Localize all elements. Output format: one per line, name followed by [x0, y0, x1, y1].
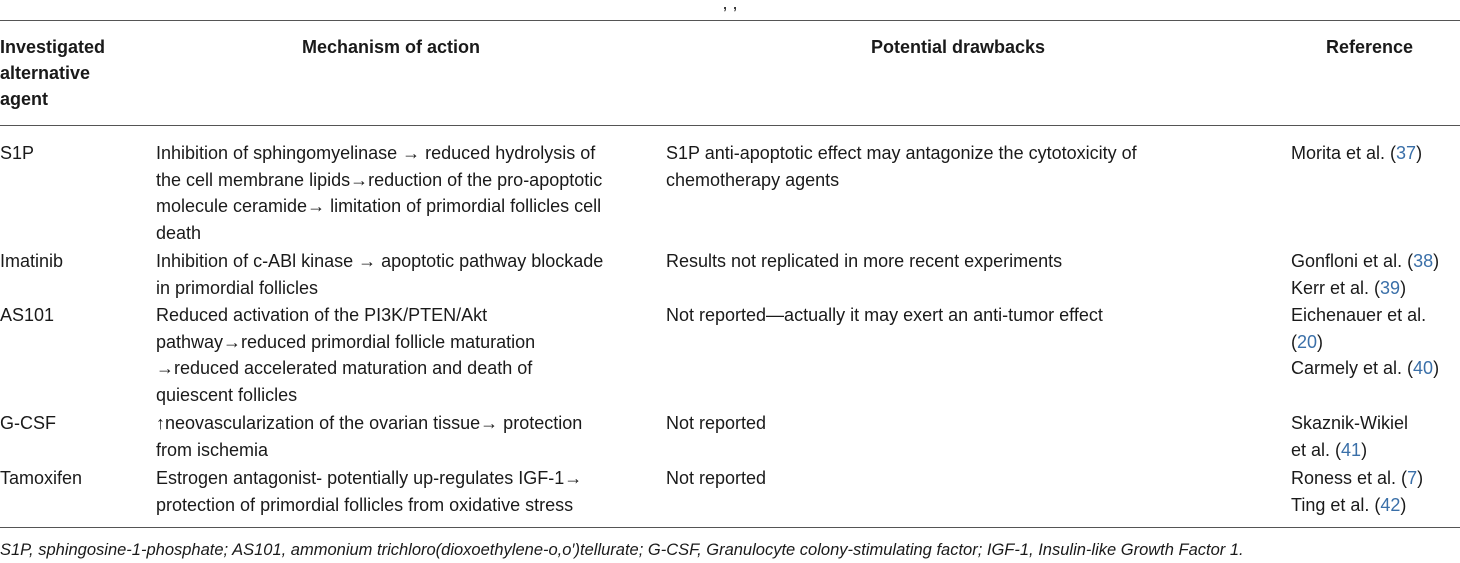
mechanism-line: protection of primordial follicles from oxidative stress	[156, 494, 574, 515]
reference-entry	[1291, 140, 1422, 167]
header-mechanism: Mechanism of action	[302, 37, 481, 57]
reference-close: )	[1433, 251, 1440, 271]
reference-link[interactable]: 20	[1297, 331, 1318, 352]
cell-agent: Imatinib	[0, 251, 64, 271]
mechanism-line: Reduced activation of the PI3K/PTEN/Akt	[156, 305, 488, 325]
reference-entry	[1291, 275, 1439, 302]
cell-agent: S1P	[0, 143, 35, 163]
cell-reference	[1291, 248, 1439, 301]
mechanism-line: death	[156, 222, 202, 243]
reference-entry	[1291, 248, 1439, 275]
reference-link[interactable]: 7	[1407, 468, 1418, 488]
header-agent-line: alternative	[0, 63, 91, 83]
reference-text: Eichenauer et al.	[1291, 305, 1427, 325]
cell-mechanism	[156, 248, 603, 301]
reference-close: )	[1361, 439, 1368, 460]
header-rule	[0, 125, 1460, 126]
mechanism-line: quiescent follicles	[156, 384, 298, 405]
reference-entry	[1291, 355, 1439, 382]
mechanism-line: Inhibition of sphingomyelinase → reduced hydrolysis of	[156, 143, 596, 163]
reference-link[interactable]: 40	[1413, 358, 1434, 378]
cell-mechanism	[156, 410, 582, 463]
reference-entry	[1291, 437, 1408, 464]
cell-mechanism	[156, 302, 535, 408]
cell-reference	[1291, 302, 1439, 382]
top-rule	[0, 20, 1460, 21]
cell-reference	[1291, 140, 1422, 167]
reference-text: Carmely et al. (	[1291, 358, 1414, 378]
reference-text: (	[1291, 331, 1297, 352]
reference-entry	[1291, 492, 1423, 519]
top-fragment: , ,	[722, 0, 738, 13]
mechanism-line: ↑neovascularization of the ovarian tissue→ protection	[156, 413, 583, 433]
mechanism-line: from ischemia	[156, 439, 269, 460]
cell-drawbacks	[666, 248, 1062, 275]
cell-drawbacks	[666, 465, 766, 492]
mechanism-line: the cell membrane lipids→reduction of the pro-apoptotic	[156, 169, 603, 190]
mechanism-line: Estrogen antagonist- potentially up-regulates IGF-1→	[156, 468, 583, 488]
reference-close: )	[1317, 331, 1324, 352]
reference-text: et al. (	[1291, 439, 1342, 460]
reference-entry	[1291, 302, 1439, 329]
cell-agent: Tamoxifen	[0, 468, 83, 488]
reference-link[interactable]: 37	[1396, 143, 1417, 163]
header-drawbacks: Potential drawbacks	[871, 37, 1046, 57]
drawbacks-line: S1P anti-apoptotic effect may antagonize the cytotoxicity of	[666, 143, 1137, 163]
reference-entry	[1291, 410, 1408, 437]
reference-entry	[1291, 465, 1423, 492]
header-agent-line: agent	[0, 89, 49, 109]
header-agent	[0, 34, 105, 112]
cell-drawbacks	[666, 410, 766, 437]
table-footnote: S1P, sphingosine-1-phosphate; AS101, ammonium trichloro(dioxoethylene-o,o′)tellurate; G-CSF, Granulocyte colony-stimulating factor; IGF-1, Insulin-like Growth Factor 1.	[0, 541, 1244, 559]
reference-link[interactable]: 39	[1380, 277, 1401, 298]
mechanism-line: Inhibition of c-ABl kinase → apoptotic pathway blockade	[156, 251, 604, 271]
reference-text: Kerr et al. (	[1291, 277, 1381, 298]
reference-close: )	[1400, 494, 1407, 515]
drawbacks-line: Not reported	[666, 468, 767, 488]
reference-close: )	[1417, 468, 1424, 488]
mechanism-line: molecule ceramide→ limitation of primordial follicles cell	[156, 196, 602, 216]
reference-text: Ting et al. (	[1291, 494, 1381, 515]
cell-reference	[1291, 410, 1408, 463]
reference-close: )	[1433, 358, 1440, 378]
reference-close: )	[1416, 143, 1423, 163]
cell-mechanism	[156, 140, 602, 246]
cell-reference	[1291, 465, 1423, 518]
reference-entry	[1291, 329, 1439, 356]
mechanism-line: pathway→reduced primordial follicle maturation	[156, 331, 536, 352]
cell-agent: AS101	[0, 305, 55, 325]
reference-text: Gonfloni et al. (	[1291, 251, 1414, 271]
reference-text: Skaznik-Wikiel	[1291, 413, 1409, 433]
cell-agent: G-CSF	[0, 413, 56, 433]
reference-link[interactable]: 41	[1341, 439, 1362, 460]
drawbacks-line: chemotherapy agents	[666, 169, 840, 190]
reference-link[interactable]: 38	[1413, 251, 1434, 271]
reference-text: Roness et al. (	[1291, 468, 1408, 488]
cell-drawbacks	[666, 140, 1137, 193]
mechanism-line: in primordial follicles	[156, 277, 319, 298]
reference-link[interactable]: 42	[1380, 494, 1401, 515]
header-reference: Reference	[1326, 37, 1414, 57]
drawbacks-line: Not reported—actually it may exert an anti-tumor effect	[666, 305, 1103, 325]
cell-mechanism	[156, 465, 582, 518]
header-agent-line: Investigated	[0, 37, 106, 57]
reference-close: )	[1400, 277, 1407, 298]
reference-text: Morita et al. (	[1291, 143, 1397, 163]
drawbacks-line: Results not replicated in more recent experiments	[666, 251, 1063, 271]
drawbacks-line: Not reported	[666, 413, 767, 433]
bottom-rule	[0, 527, 1460, 528]
mechanism-line: →reduced accelerated maturation and death of	[156, 358, 533, 378]
cell-drawbacks	[666, 302, 1103, 329]
